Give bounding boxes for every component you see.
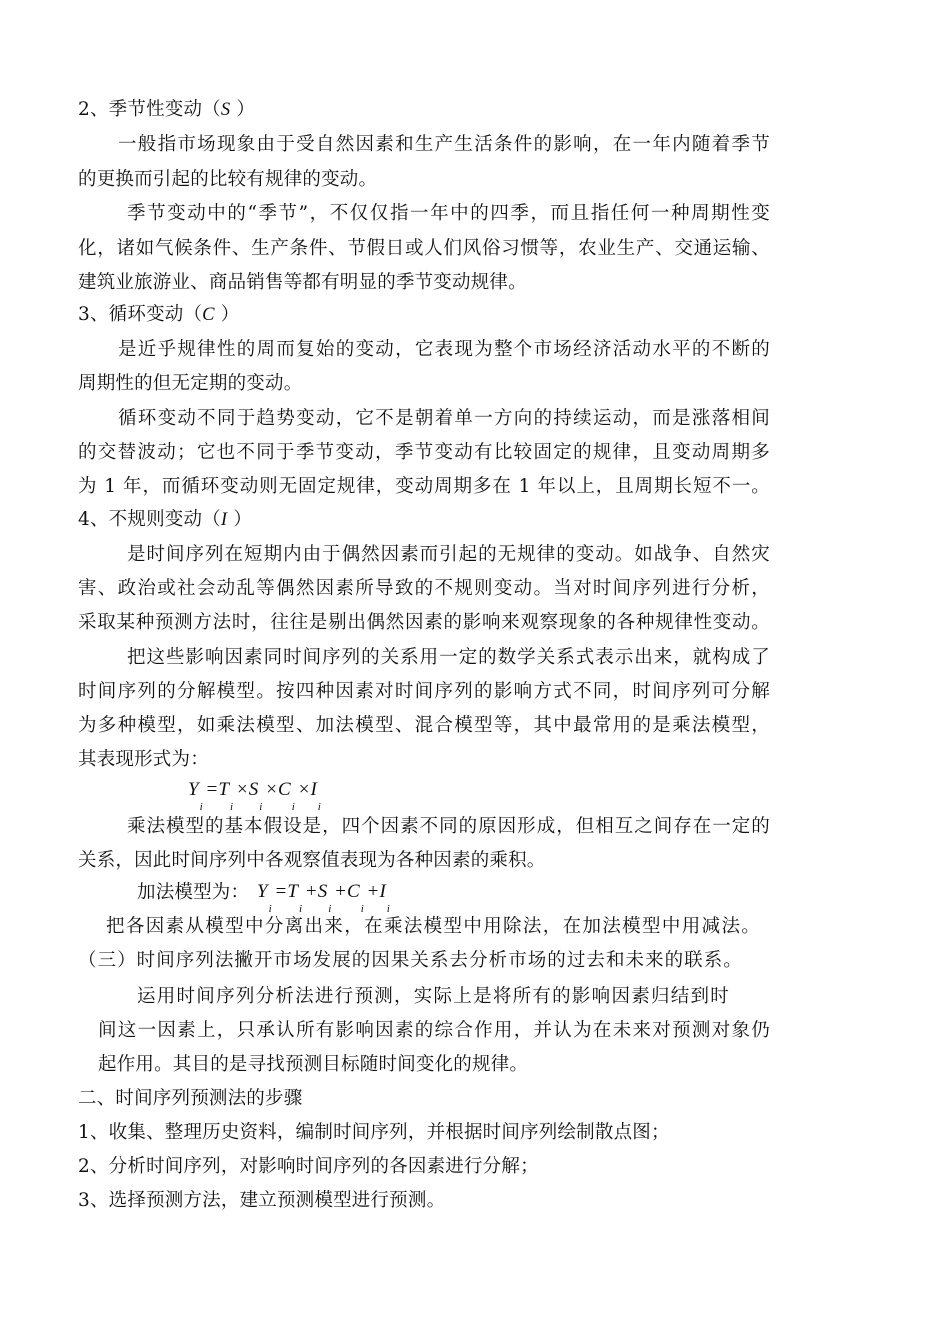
step-item: 2、分析时间序列，对影响时间序列的各因素进行分解； (78, 1156, 539, 1177)
paragraph-line: 时间序列的分解模型。按四种因素对时间序列的影响方式不同，时间序列可分解 (78, 681, 770, 702)
paragraph-line: 为多种模型，如乘法模型、加法模型、混合模型等，其中最常用的是乘法模型， (78, 715, 770, 736)
paragraph-line: 一般指市场现象由于受自然因素和生产生活条件的影响，在一年内随着季节 (118, 134, 770, 155)
paragraph-line: 把各因素从模型中分离出来，在乘法模型中用除法，在加法模型中用减法。 (106, 916, 760, 937)
paragraph-line: 季节变动中的“季节”，不仅仅指一年中的四季，而且指任何一种周期性变 (127, 203, 770, 224)
heading-irregular-variation: 4、不规则变动（I ） (78, 509, 253, 530)
paragraph-line: 循环变动不同于趋势变动，它不是朝着单一方向的持续运动，而是涨落相间 (118, 408, 770, 429)
paragraph-line: 起作用。其目的是寻找预测目标随时间变化的规律。 (98, 1054, 529, 1075)
paragraph-line: 化，诸如气候条件、生产条件、节假日或人们风俗习惯等，农业生产、交通运输、 (78, 238, 770, 259)
paragraph-line: 为 1 年，而循环变动则无固定规律，变动周期多在 1 年以上，且周期长短不一。 (78, 476, 770, 497)
paragraph-line: 把这些影响因素同时间序列的关系用一定的数学关系式表示出来，就构成了 (127, 647, 770, 668)
paragraph-line: 的交替波动；它也不同于季节变动，季节变动有比较固定的规律，且变动周期多 (78, 442, 770, 463)
paragraph-line: 运用时间序列分析法进行预测，实际上是将所有的影响因素归结到时 (137, 986, 729, 1007)
paragraph-line: 采取某种预测方法时，往往是剔出偶然因素的影响来观察现象的各种规律性变动。 (78, 612, 770, 633)
additive-model-formula: $Y_i=T_i+S_i+C_i+I_i$ (257, 881, 390, 915)
step-item: 1、收集、整理历史资料，编制时间序列，并根据时间序列绘制散点图； (78, 1122, 670, 1143)
paragraph-line: 建筑业旅游业、商品销售等都有明显的季节变动规律。 (78, 272, 527, 293)
paragraph-line: 是时间序列在短期内由于偶然因素而引起的无规律的变动。如战争、自然灾 (127, 544, 770, 565)
heading-cyclical-variation: 3、循环变动（C ） (78, 304, 240, 325)
paragraph-line: 间这一因素上，只承认所有影响因素的综合作用，并认为在未来对预测对象仍 (98, 1020, 770, 1041)
paragraph-line: 周期性的但无定期的变动。 (78, 373, 303, 394)
paragraph-line: 是近乎规律性的周而复始的变动，它表现为整个市场经济活动水平的不断的 (118, 339, 770, 360)
additive-model-label: 加法模型为： (137, 882, 250, 903)
paragraph-line: 的更换而引起的比较有规律的变动。 (78, 169, 378, 190)
paragraph-line: 关系，因此时间序列中各观察值表现为各种因素的乘积。 (78, 850, 546, 871)
heading-seasonal-variation: 2、季节性变动（S ） (78, 99, 256, 120)
steps-heading: 二、时间序列预测法的步骤 (78, 1088, 303, 1109)
paragraph-line: 乘法模型的基本假设是，四个因素不同的原因形成，但相互之间存在一定的 (127, 816, 770, 837)
multiplicative-model-formula: $Y_i=T_i\times S_i\times C_i\times I_i$ (188, 779, 321, 813)
step-item: 3、选择预测方法，建立预测模型进行预测。 (78, 1190, 446, 1211)
paragraph-line: 其表现形式为： (78, 749, 209, 770)
paragraph-line: 害、政治或社会动乱等偶然因素所导致的不规则变动。当对时间序列进行分析， (78, 578, 770, 599)
section-three-heading: （三）时间序列法撇开市场发展的因果关系去分析市场的过去和未来的联系。 (78, 950, 742, 971)
